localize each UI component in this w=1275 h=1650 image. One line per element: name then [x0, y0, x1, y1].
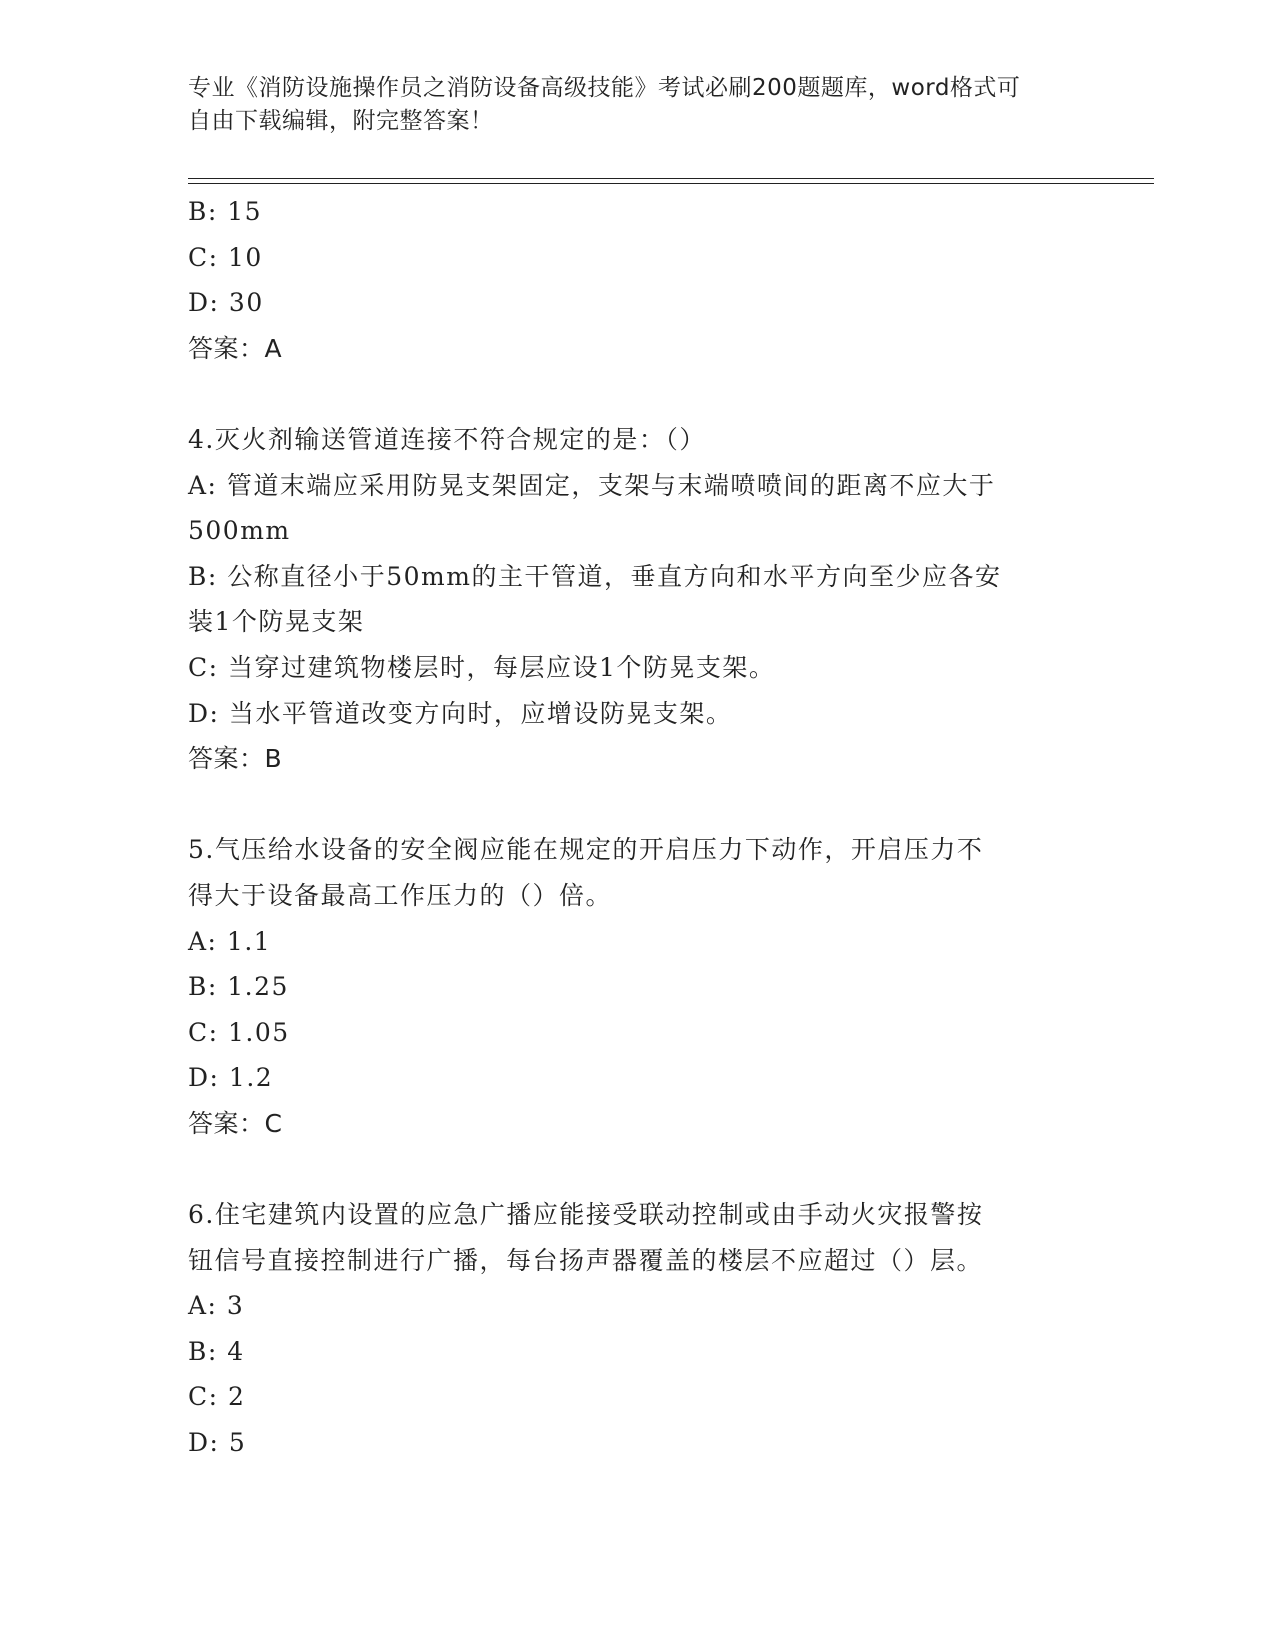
question-stem-line-2: 得大于设备最高工作压力的（）倍。 — [188, 880, 613, 910]
answer-label: 答案：C — [188, 1108, 283, 1138]
header-title-line-2: 自由下载编辑，附完整答案！ — [188, 108, 494, 134]
answer-label: 答案：A — [188, 333, 283, 363]
answer-label: 答案：B — [188, 744, 283, 774]
question-block-3-continued — [188, 189, 1088, 371]
option-b: B: 4 — [188, 1336, 245, 1366]
question-list — [188, 189, 1088, 1466]
option-b-line-2: 装1个防晃支架 — [188, 607, 365, 637]
document-header — [188, 72, 1068, 138]
question-stem-line-1: 5.气压给水设备的安全阀应能在规定的开启压力下动作，开启压力不 — [188, 835, 984, 865]
option-c: C: 1.05 — [188, 1017, 290, 1047]
question-stem: 4.灭火剂输送管道连接不符合规定的是：（） — [188, 424, 706, 454]
question-stem-line-2: 钮信号直接控制进行广播，每台扬声器覆盖的楼层不应超过（）层。 — [188, 1245, 984, 1275]
question-stem-line-1: 6.住宅建筑内设置的应急广播应能接受联动控制或由手动火灾报警按 — [188, 1200, 984, 1230]
question-spacer — [188, 371, 1088, 417]
option-b: B: 1.25 — [188, 972, 289, 1002]
option-a: A: 1.1 — [188, 926, 272, 956]
option-b: B: 15 — [188, 197, 263, 226]
option-c: C: 当穿过建筑物楼层时，每层应设1个防晃支架。 — [188, 652, 776, 682]
question-block-6 — [188, 1192, 1088, 1466]
option-d: D: 当水平管道改变方向时，应增设防晃支架。 — [188, 698, 733, 728]
option-a-line-2: 500mm — [188, 516, 291, 546]
header-title-line-1: 专业《消防设施操作员之消防设备高级技能》考试必刷200题题库，word格式可 — [188, 75, 1021, 101]
option-d: D: 30 — [188, 288, 264, 318]
header-divider-top — [188, 178, 1154, 179]
option-d: D: 5 — [188, 1428, 247, 1458]
question-block-4 — [188, 417, 1088, 782]
option-d: D: 1.2 — [188, 1063, 274, 1093]
option-c: C: 2 — [188, 1382, 246, 1412]
question-block-5 — [188, 827, 1088, 1146]
question-spacer — [188, 1146, 1088, 1192]
question-spacer — [188, 782, 1088, 828]
option-c: C: 10 — [188, 242, 263, 272]
header-divider-bottom — [188, 183, 1154, 184]
option-b-line-1: B: 公称直径小于50mm的主干管道，垂直方向和水平方向至少应各安 — [188, 561, 1002, 591]
option-a: A: 3 — [188, 1291, 245, 1321]
option-a-line-1: A: 管道末端应采用防晃支架固定，支架与末端喷喷间的距离不应大于 — [188, 470, 996, 500]
